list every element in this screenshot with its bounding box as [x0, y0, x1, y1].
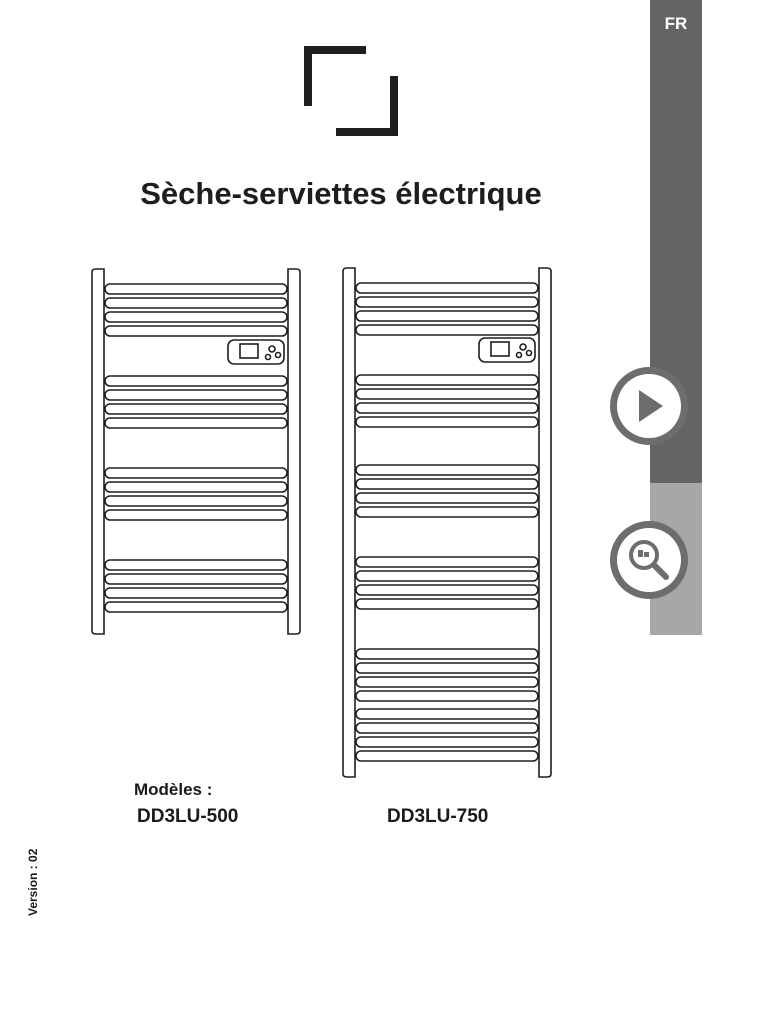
model-name: DD3LU-500: [137, 806, 239, 827]
version-label: Version : 02: [26, 848, 40, 916]
bracket-logo-icon: [300, 44, 400, 138]
models-label: Modèles :: [134, 780, 213, 799]
page-title: Sèche-serviettes électrique: [140, 176, 542, 211]
radiator-small-illustration: [88, 266, 304, 638]
magnifier-icon: [624, 535, 674, 585]
search-button[interactable]: [610, 521, 688, 599]
language-label: FR: [664, 14, 688, 33]
radiator-large-illustration: [339, 265, 555, 781]
model-name: DD3LU-750: [387, 806, 489, 827]
play-icon: [629, 386, 669, 426]
play-button[interactable]: [610, 367, 688, 445]
